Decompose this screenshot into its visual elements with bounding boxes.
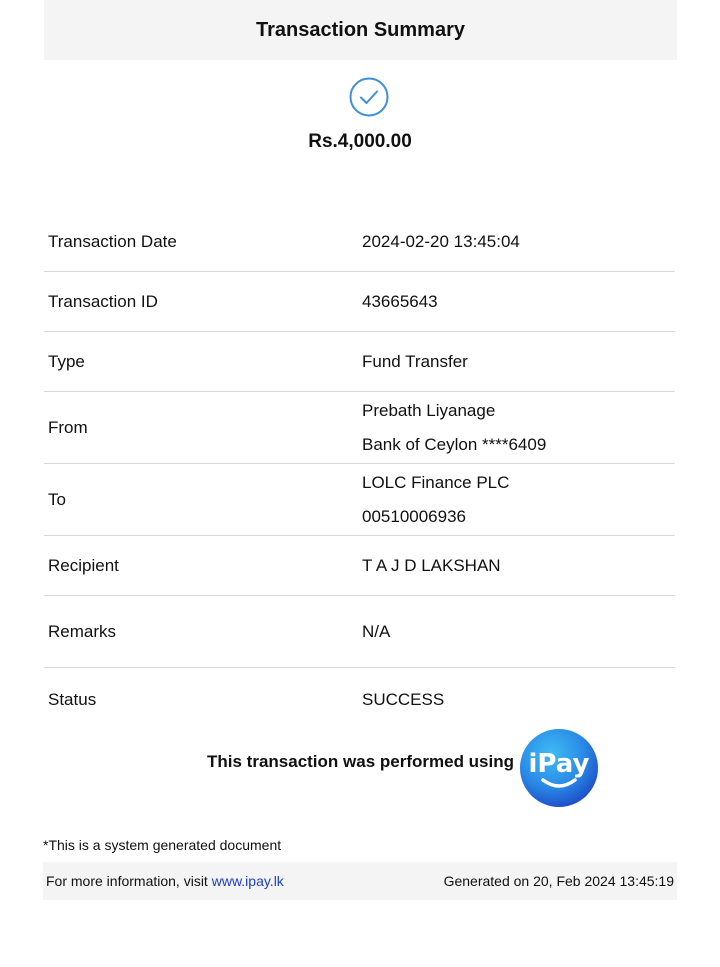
footer-bar [43, 862, 677, 900]
row-label: Transaction ID [48, 291, 158, 311]
ipay-logo [519, 728, 599, 808]
row-label: Recipient [48, 555, 119, 575]
row-transaction-date [44, 212, 675, 272]
row-value [362, 394, 675, 462]
generated-timestamp: Generated on 20, Feb 2024 13:45:19 [443, 873, 674, 889]
from-account: Bank of Ceylon ****6409 [362, 434, 547, 454]
footer-info [46, 873, 284, 889]
row-to [44, 464, 675, 536]
row-value: N/A [362, 621, 391, 641]
footer-info-text: For more information, visit [46, 873, 208, 889]
summary-header [44, 0, 677, 60]
from-name: Prebath Liyanage [362, 400, 496, 420]
to-account: 00510006936 [362, 506, 467, 526]
row-value [362, 466, 675, 534]
row-value: Fund Transfer [362, 351, 468, 371]
performed-using-text: This transaction was performed using [207, 752, 515, 771]
row-label: Status [48, 690, 97, 709]
ipay-logo-text: iPay [528, 749, 590, 779]
row-label: From [48, 417, 88, 437]
row-type [44, 332, 675, 392]
transaction-details-table [44, 212, 675, 732]
page-title: Transaction Summary [256, 18, 465, 41]
ipay-website-link[interactable]: www.ipay.lk [211, 873, 284, 889]
row-label: Remarks [48, 621, 117, 641]
to-name: LOLC Finance PLC [362, 472, 510, 492]
row-transaction-id [44, 272, 675, 332]
row-value: T A J D LAKSHAN [362, 555, 501, 575]
row-value: 2024-02-20 13:45:04 [362, 231, 520, 251]
row-label: Type [48, 351, 85, 371]
row-recipient [44, 536, 675, 596]
row-label: To [48, 489, 66, 509]
row-value: 43665643 [362, 291, 438, 311]
row-from [44, 392, 675, 464]
row-status [44, 668, 675, 732]
transaction-amount: Rs.4,000.00 [308, 131, 412, 152]
row-label: Transaction Date [48, 231, 177, 251]
status-value: SUCCESS [362, 690, 445, 709]
row-remarks [44, 596, 675, 668]
check-circle-icon [349, 77, 389, 117]
system-generated-note: *This is a system generated document [43, 837, 282, 853]
